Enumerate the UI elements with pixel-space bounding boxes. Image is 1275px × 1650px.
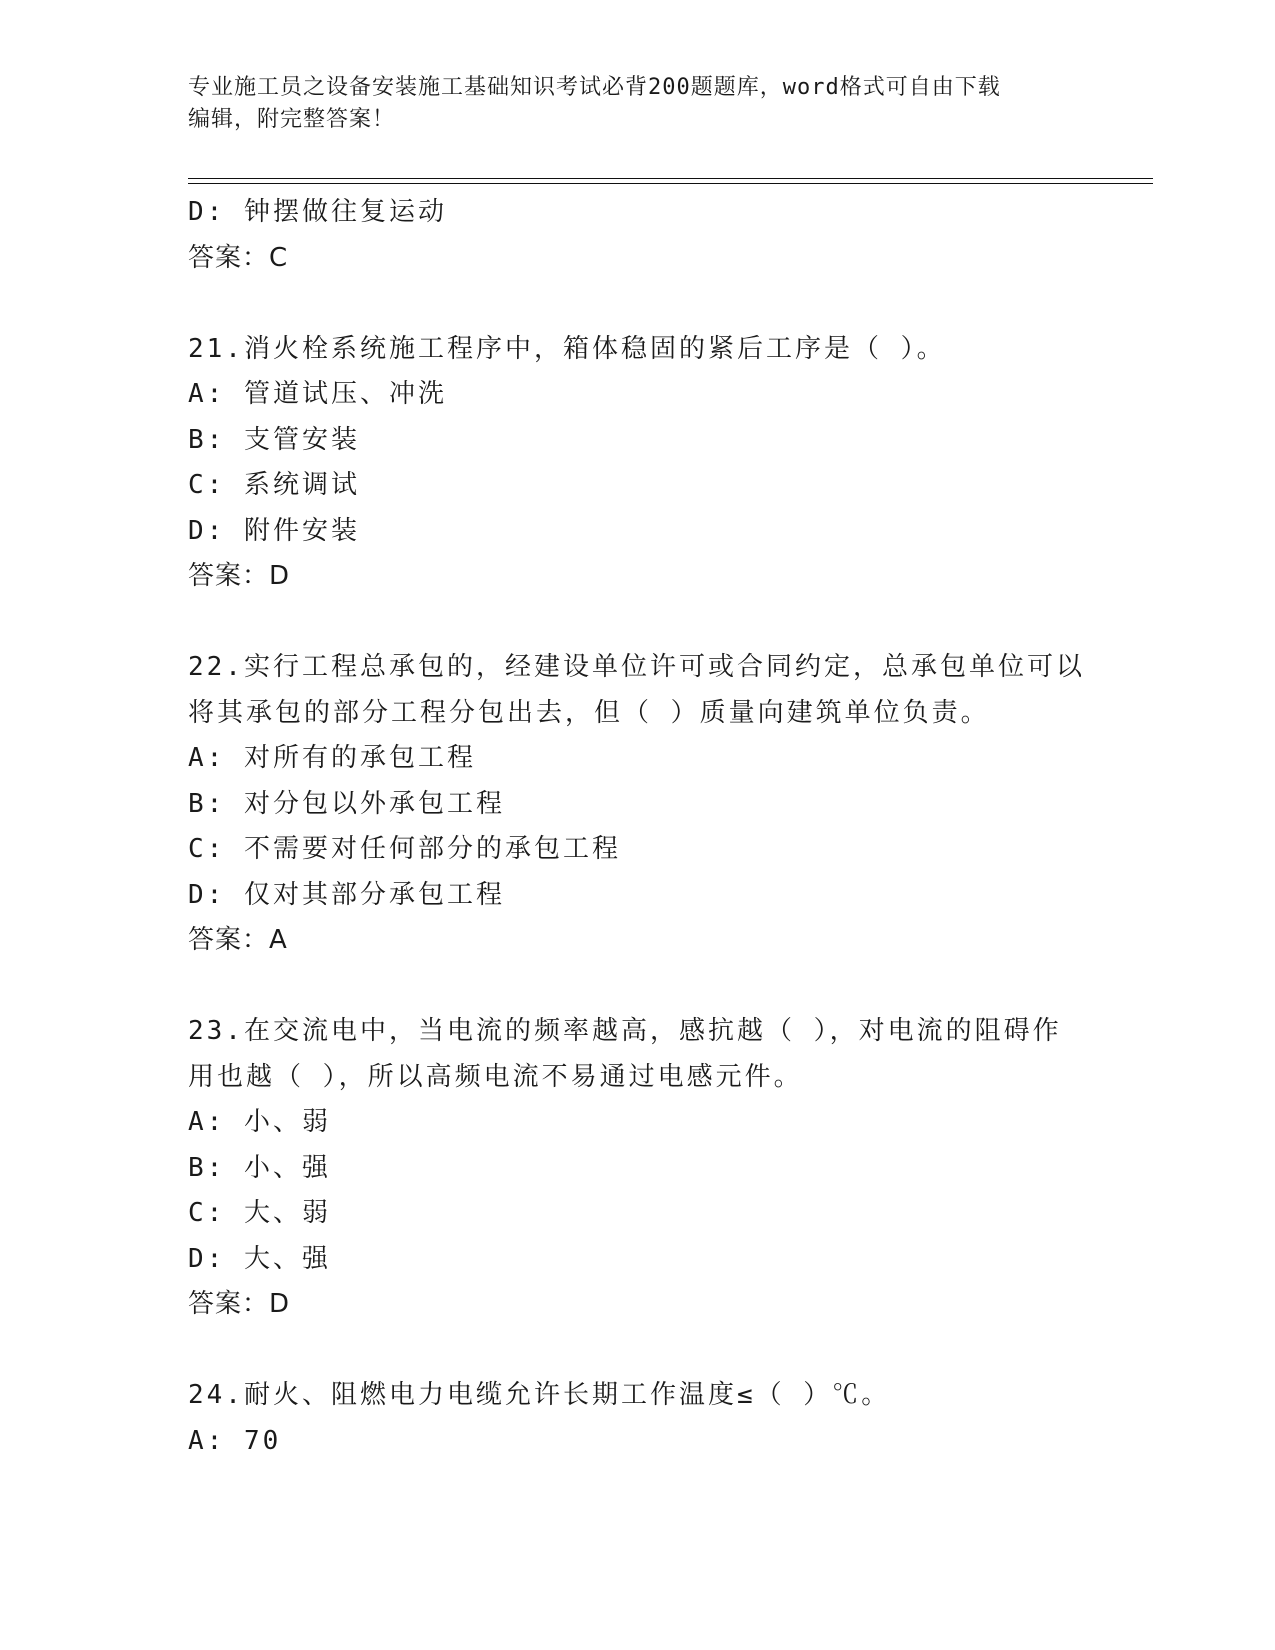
answer-line: 答案：A	[188, 925, 288, 955]
option-b: B: 小、强	[188, 1152, 331, 1183]
question-21	[188, 327, 1148, 600]
option-d: D: 钟摆做往复运动	[188, 197, 447, 227]
option-c: C: 系统调试	[188, 470, 360, 500]
option-b: B: 对分包以外承包工程	[188, 788, 505, 819]
header-title-line-2: 编辑，附完整答案！	[188, 107, 396, 132]
question-stem-line-2: 将其承包的部分工程分包出去，但（ ）质量向建筑单位负责。	[188, 697, 990, 728]
spacer	[188, 600, 1148, 646]
question-stem-line-1: 23.在交流电中，当电流的频率越高，感抗越（ ），对电流的阻碍作	[188, 1016, 1062, 1046]
header-divider-top	[188, 178, 1153, 179]
option-d: D: 大、强	[188, 1243, 331, 1274]
answer-line: 答案：D	[188, 561, 291, 591]
header-title-line-1: 专业施工员之设备安装施工基础知识考试必背200题题库，word格式可自由下载	[188, 75, 1001, 100]
answer-line: 答案：D	[188, 1289, 291, 1319]
option-d: D: 附件安装	[188, 515, 360, 546]
question-list	[188, 190, 1148, 1464]
option-c: C: 不需要对任何部分的承包工程	[188, 834, 621, 864]
question-22	[188, 645, 1148, 964]
spacer	[188, 281, 1148, 327]
question-stem: 21.消火栓系统施工程序中，箱体稳固的紧后工序是（ ）。	[188, 333, 946, 364]
question-stem: 24.耐火、阻燃电力电缆允许长期工作温度≤（ ）℃。	[188, 1380, 891, 1410]
option-d: D: 仅对其部分承包工程	[188, 879, 505, 910]
option-a: A: 小、弱	[188, 1107, 331, 1137]
question-24	[188, 1373, 1148, 1464]
spacer	[188, 1328, 1148, 1374]
question-stem-line-2: 用也越（ ），所以高频电流不易通过电感元件。	[188, 1061, 803, 1092]
answer-line: 答案：C	[188, 242, 289, 273]
header-divider-bottom	[188, 183, 1153, 184]
previous-question-tail	[188, 190, 1148, 281]
question-stem-line-1: 22.实行工程总承包的，经建设单位许可或合同约定，总承包单位可以	[188, 652, 1085, 682]
option-a: A: 对所有的承包工程	[188, 743, 476, 773]
option-c: C: 大、弱	[188, 1198, 331, 1228]
document-header	[188, 72, 1078, 136]
question-23	[188, 1009, 1148, 1328]
option-b: B: 支管安装	[188, 424, 360, 455]
spacer	[188, 964, 1148, 1010]
option-a: A: 70	[188, 1425, 282, 1456]
option-a: A: 管道试压、冲洗	[188, 379, 447, 409]
